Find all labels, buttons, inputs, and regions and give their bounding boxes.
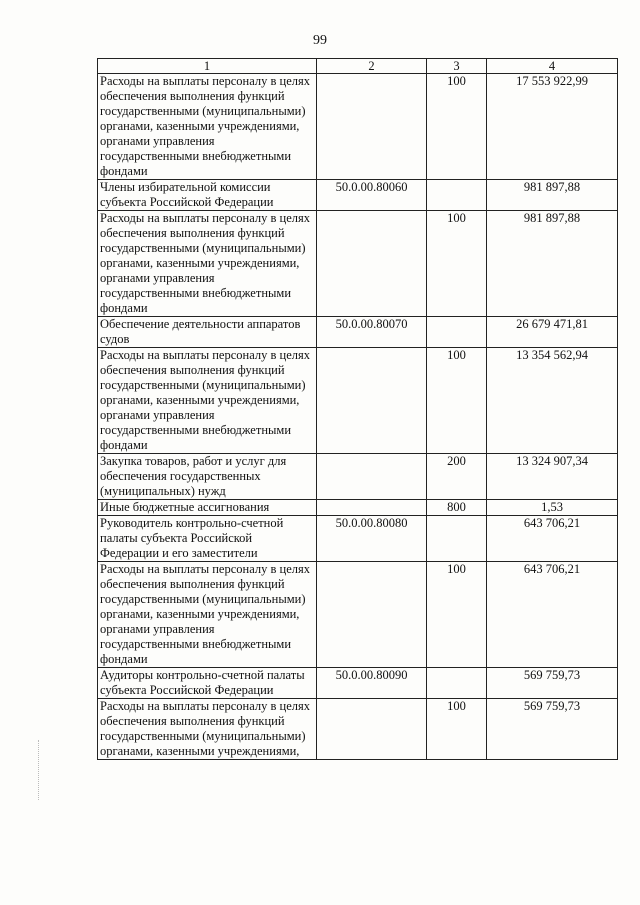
table-row: [98, 348, 618, 454]
row-description: Члены избирательной комиссии субъекта Российской Федерации: [98, 180, 317, 211]
table-row: [98, 317, 618, 348]
row-expense-group: 100: [427, 699, 487, 760]
row-description: Расходы на выплаты персоналу в целях обеспечения выполнения функций государственными (муниципальными) органами, казенными учреждениями,: [98, 699, 317, 760]
row-expense-group: 100: [427, 562, 487, 668]
row-target-code: [317, 348, 427, 454]
row-expense-group: 100: [427, 348, 487, 454]
row-description: Расходы на выплаты персоналу в целях обеспечения выполнения функций государственными (муниципальными) органами, казенными учреждениями, органами управления государственными внебюджетными фондами: [98, 562, 317, 668]
row-target-code: 50.0.00.80070: [317, 317, 427, 348]
row-description: Руководитель контрольно-счетной палаты субъекта Российской Федерации и его заместители: [98, 516, 317, 562]
row-expense-group: [427, 668, 487, 699]
table-row: [98, 562, 618, 668]
column-header-3: 3: [427, 59, 487, 74]
table-row: [98, 454, 618, 500]
row-amount: 569 759,73: [487, 699, 618, 760]
table-row: [98, 74, 618, 180]
row-amount: 569 759,73: [487, 668, 618, 699]
row-description: Закупка товаров, работ и услуг для обеспечения государственных (муниципальных) нужд: [98, 454, 317, 500]
table-row: [98, 500, 618, 516]
row-expense-group: [427, 180, 487, 211]
column-header-1: 1: [98, 59, 317, 74]
row-target-code: [317, 699, 427, 760]
row-expense-group: [427, 317, 487, 348]
row-expense-group: 100: [427, 74, 487, 180]
row-amount: 981 897,88: [487, 211, 618, 317]
table-row: [98, 211, 618, 317]
row-amount: 643 706,21: [487, 562, 618, 668]
row-expense-group: 100: [427, 211, 487, 317]
row-description: Иные бюджетные ассигнования: [98, 500, 317, 516]
column-header-4: 4: [487, 59, 618, 74]
table-row: [98, 668, 618, 699]
table-row: [98, 516, 618, 562]
row-amount: 17 553 922,99: [487, 74, 618, 180]
row-description: Расходы на выплаты персоналу в целях обеспечения выполнения функций государственными (муниципальными) органами, казенными учреждениями, органами управления государственными внебюджетными фондами: [98, 348, 317, 454]
row-target-code: 50.0.00.80060: [317, 180, 427, 211]
row-description: Расходы на выплаты персоналу в целях обеспечения выполнения функций государственными (муниципальными) органами, казенными учреждениями, органами управления государственными внебюджетными фондами: [98, 74, 317, 180]
row-target-code: [317, 454, 427, 500]
row-target-code: [317, 562, 427, 668]
row-expense-group: 200: [427, 454, 487, 500]
table-row: [98, 699, 618, 760]
row-amount: 26 679 471,81: [487, 317, 618, 348]
row-amount: 13 354 562,94: [487, 348, 618, 454]
table-header-row: [98, 59, 618, 74]
row-expense-group: [427, 516, 487, 562]
row-target-code: 50.0.00.80090: [317, 668, 427, 699]
row-target-code: [317, 74, 427, 180]
row-description: Обеспечение деятельности аппаратов судов: [98, 317, 317, 348]
row-target-code: 50.0.00.80080: [317, 516, 427, 562]
row-expense-group: 800: [427, 500, 487, 516]
scan-margin-mark: [38, 740, 40, 800]
column-header-2: 2: [317, 59, 427, 74]
row-amount: 643 706,21: [487, 516, 618, 562]
row-description: Расходы на выплаты персоналу в целях обеспечения выполнения функций государственными (муниципальными) органами, казенными учреждениями, органами управления государственными внебюджетными фондами: [98, 211, 317, 317]
row-description: Аудиторы контрольно-счетной палаты субъекта Российской Федерации: [98, 668, 317, 699]
table-row: [98, 180, 618, 211]
row-amount: 981 897,88: [487, 180, 618, 211]
budget-table: [97, 58, 618, 760]
row-amount: 13 324 907,34: [487, 454, 618, 500]
row-target-code: [317, 211, 427, 317]
page-number: 99: [313, 33, 327, 48]
row-target-code: [317, 500, 427, 516]
row-amount: 1,53: [487, 500, 618, 516]
